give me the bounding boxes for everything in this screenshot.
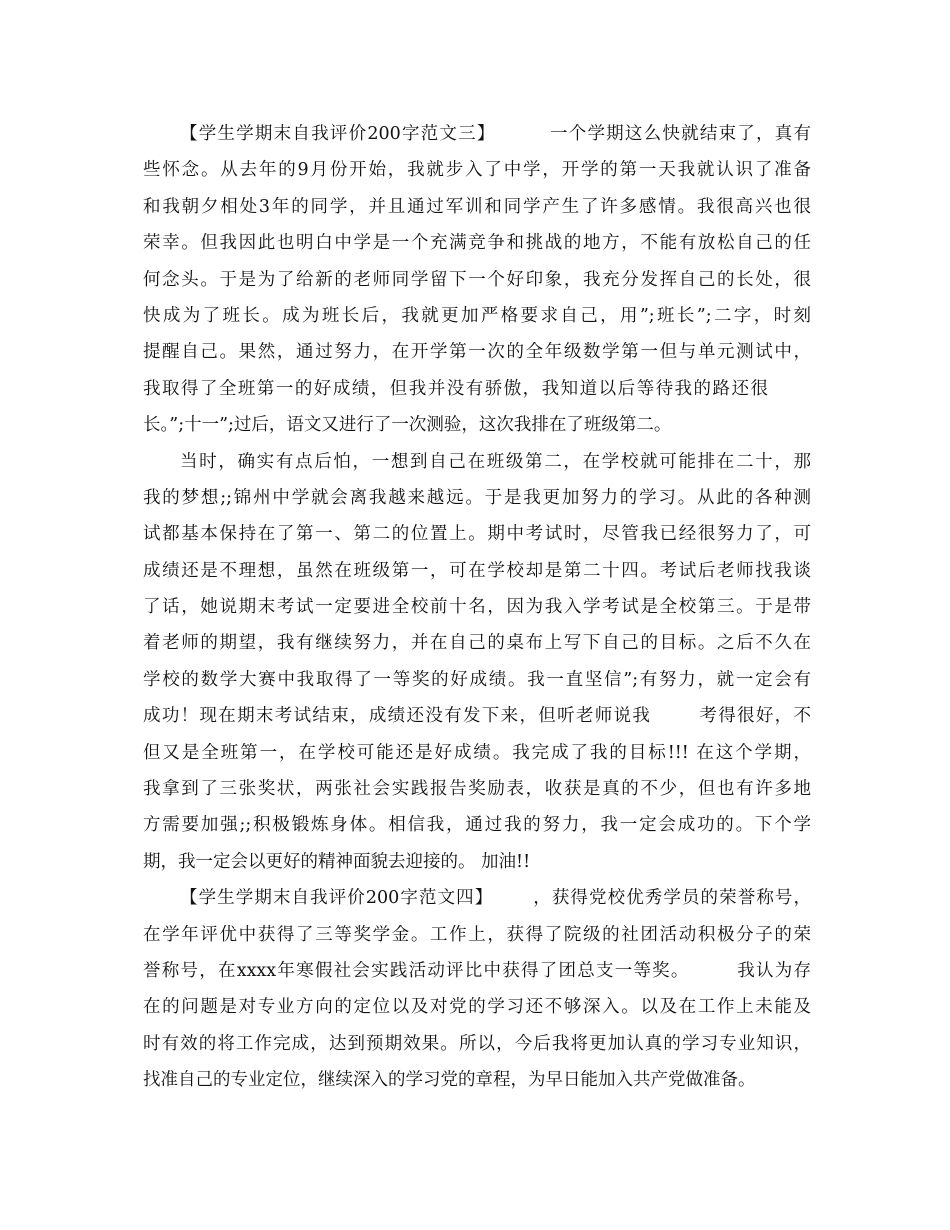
text-line: 期，我一定会以更好的精神面貌去迎接的。 加油!! — [143, 851, 531, 872]
document-body — [143, 116, 811, 1099]
text-line: 但又是全班第一，在学校可能还是好成绩。我完成了我的目标!!! 在这个学期， — [143, 742, 811, 763]
text-line: 试都基本保持在了第一、第二的位置上。期中考试时，尽管我已经很努力了，可 — [143, 524, 811, 545]
text-line: 何念头。于是为了给新的老师同学留下一个好印象，我充分发挥自己的长处，很 — [143, 269, 811, 290]
text-line: 我取得了全班第一的好成绩，但我并没有骄傲，我知道以后等待我的路还很 — [143, 378, 768, 399]
text-line: 【学生学期末自我评价200字范文四】 ，获得党校优秀学员的荣誉称号， — [180, 888, 811, 909]
text-line: 在学年评优中获得了三等奖学金。工作上，获得了院级的社团活动积极分子的荣 — [143, 924, 811, 945]
text-line: 荣幸。但我因此也明白中学是一个充满竞争和挑战的地方，不能有放松自己的任 — [143, 233, 811, 254]
text-line: 我的梦想;;锦州中学就会离我越来越远。于是我更加努力的学习。从此的各种测 — [143, 487, 811, 508]
text-line: 成功！现在期末考试结束，成绩还没有发下来，但听老师说我 考得很好，不 — [143, 706, 811, 727]
text-line: 着老师的期望，我有继续努力，并在自己的桌布上写下自己的目标。之后不久在 — [143, 633, 811, 654]
text-line: 找准自己的专业定位，继续深入的学习党的章程，为早日能加入共产党做准备。 — [143, 1070, 756, 1091]
text-line: 誉称号，在xxxx年寒假社会实践活动评比中获得了团总支一等奖。 我认为存 — [143, 960, 811, 981]
text-line: 我拿到了三张奖状，两张社会实践报告奖励表，收获是真的不少，但也有许多地 — [143, 779, 811, 800]
text-line: 时有效的将工作完成，达到预期效果。所以，今后我将更加认真的学习专业知识， — [143, 1033, 811, 1054]
text-line: 当时，确实有点后怕，一想到自己在班级第二，在学校就可能排在二十，那 — [180, 451, 811, 472]
text-line: 了话，她说期末考试一定要进全校前十名，因为我入学考试是全校第三。于是带 — [143, 597, 811, 618]
text-line: 方需要加强;;积极锻炼身体。相信我，通过我的努力，我一定会成功的。下个学 — [143, 815, 811, 836]
text-line: 提醒自己。果然，通过努力，在开学第一次的全年级数学第一但与单元测试中， — [143, 342, 811, 363]
text-line: 【学生学期末自我评价200字范文三】 一个学期这么快就结束了，真有 — [180, 124, 811, 144]
text-line: 学校的数学大赛中我取得了一等奖的好成绩。我一直坚信”;有努力，就一定会有 — [143, 669, 811, 690]
text-line: 长。”;十一”;过后，语文又进行了一次测验，这次我排在了班级第二。 — [143, 415, 672, 436]
text-line: 在的问题是对专业方向的定位以及对党的学习还不够深入。以及在工作上未能及 — [143, 997, 811, 1018]
text-line: 些怀念。从去年的9月份开始，我就步入了中学，开学的第一天我就认识了准备 — [143, 160, 811, 181]
text-line: 成绩还是不理想，虽然在班级第一，可在学校却是第二十四。考试后老师找我谈 — [143, 560, 811, 581]
text-line: 和我朝夕相处3年的同学，并且通过军训和同学产生了许多感情。我很高兴也很 — [143, 196, 811, 217]
text-line: 快成为了班长。成为班长后，我就更加严格要求自己，用”;班长”;二字，时刻 — [143, 305, 811, 326]
